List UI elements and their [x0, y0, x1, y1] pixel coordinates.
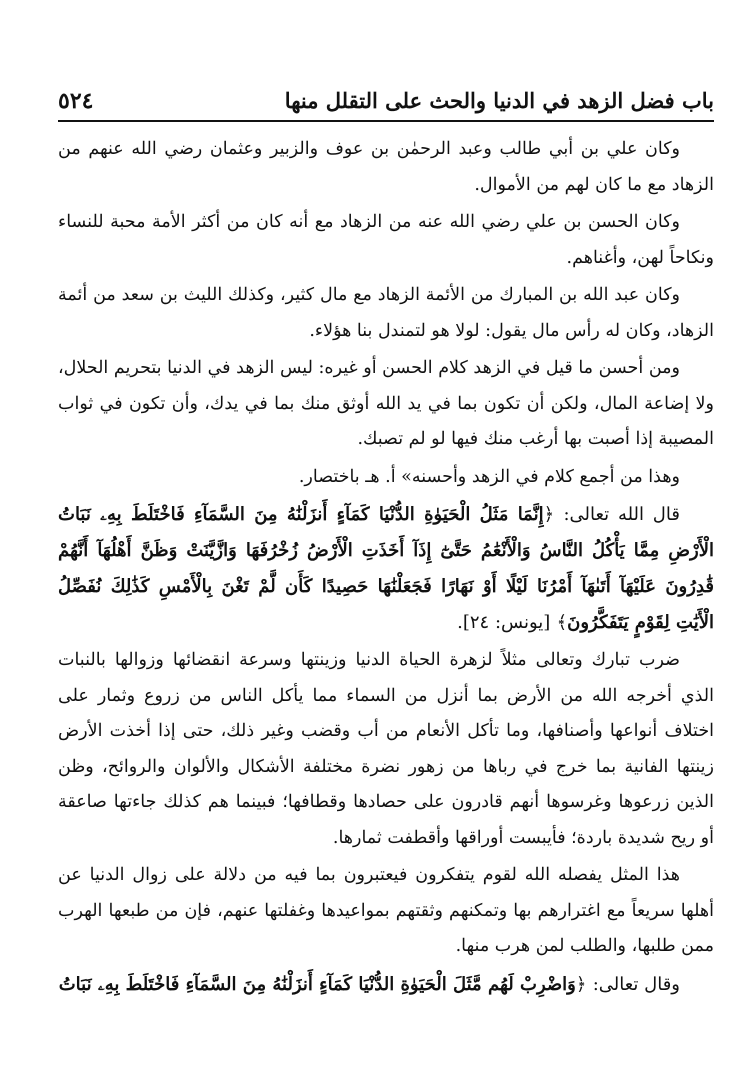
- quran-quote-kahf: [58, 967, 714, 1003]
- quote-reference: [يونس: ٢٤].: [457, 612, 551, 633]
- quote-intro: وقال تعالى:: [592, 973, 680, 995]
- quote-verse: إِنَّمَا مَثَلُ الْحَيَوٰةِ الدُّنْيَا كَمَآءٍ أَنزَلْنَٰهُ مِنَ السَّمَآءِ فَاخْتَلَطَ بِهِۦ نَبَاتُ الْأَرْضِ مِمَّا يَأْكُلُ النَّاسُ وَالْأَنْعَٰمُ حَتَّىٰٓ إِذَآ أَخَذَتِ الْأَرْضُ زُخْرُفَهَا وَازَّيَّنَتْ وَظَنَّ أَهْلُهَآ أَنَّهُمْ قَٰدِرُونَ عَلَيْهَآ أَتَىٰهَآ أَمْرُنَا لَيْلًا أَوْ نَهَارًا فَجَعَلْنَٰهَا حَصِيدًا كَأَن لَّمْ تَغْنَ بِالْأَمْسِ كَذَٰلِكَ نُفَصِّلُ الْأَيَٰتِ لِقَوْمٍ يَتَفَكَّرُونَ: [58, 504, 714, 633]
- paragraph: ضرب تبارك وتعالى مثلاً لزهرة الحياة الدنيا وزينتها وسرعة انقضائها وزوالها بالنبات الذي أخرجه الله من الأرض بما أنزل من السماء مما يأكل الناس من زروع وثمار على اختلاف أنواعها وأصنافها، وما تأكل الأنعام من أب وقضب وغير ذلك، حتى إذا أخذت الأرض زينتها الفانية بما خرج في رباها من زهور نضرة مختلفة الأشكال والألوان والروائح، وظن الذين زرعوها وغرسوها أنهم قادرون على حصادها وقطافها؛ فبينما هم كذلك جاءتها صاعقة أو ريح شديدة باردة؛ فأيبست أوراقها وأقطفت ثمارها.: [58, 650, 714, 848]
- paragraph: وكان عبد الله بن المبارك من الأئمة الزهاد مع مال كثير، وكذلك الليث بن سعد من أئمة الزهاد، وكان له رأس مال يقول: لولا هو لتمندل بنا هؤلاء.: [58, 285, 714, 341]
- book-page: [58, 84, 714, 1005]
- paragraph: وكان الحسن بن علي رضي الله عنه من الزهاد مع أنه كان من أكثر الأمة محبة للنساء ونكاحاً لهن، وأغناهم.: [58, 212, 714, 268]
- paragraph: وهذا من أجمع كلام في الزهد وأحسنه» أ. هـ باختصار.: [298, 466, 680, 487]
- paragraph: وكان علي بن أبي طالب وعبد الرحمٰن بن عوف والزبير وعثمان رضي الله عنهم من الزهاد مع ما كان لهم من الأموال.: [58, 139, 714, 195]
- page-number: ٥٢٤: [58, 88, 94, 114]
- quran-quote-yunus: [58, 497, 714, 641]
- quote-open-bracket: ﴿: [543, 504, 555, 525]
- quote-close-bracket: ﴾: [556, 612, 568, 633]
- quote-verse: وَاضْرِبْ لَهُم مَّثَلَ الْحَيَوٰةِ الدُّنْيَا كَمَآءٍ أَنزَلْنَٰهُ مِنَ السَّمَآءِ فَاخْتَلَطَ بِهِۦ نَبَاتُ: [58, 973, 576, 995]
- paragraph: ومن أحسن ما قيل في الزهد كلام الحسن أو غيره: ليس الزهد في الدنيا بتحريم الحلال، ولا إضاعة المال، ولكن أن تكون بما في يد الله أوثق منك بما في يدك، وأن تكون في ثواب المصيبة إذا أصبت بها أرغب منك فيها لو لم تصبك.: [58, 358, 714, 449]
- chapter-title: باب فضل الزهد في الدنيا والحث على التقلل منها: [284, 88, 714, 113]
- paragraph: هذا المثل يفصله الله لقوم يتفكرون فيعتبرون بما فيه من دلالة على زوال الدنيا عن أهلها سريعاً مع اغترارهم بها وتمكنهم وثقتهم بمواعيدها وغفلتها عنهم، فإن من طبعها الهرب ممن طلبها، والطلب لمن هرب منها.: [58, 865, 714, 956]
- header-divider: [58, 120, 714, 122]
- page-body: [58, 132, 714, 1003]
- quote-intro: قال الله تعالى:: [563, 504, 680, 525]
- quote-open-bracket: ﴿: [575, 973, 587, 995]
- page-header: [58, 84, 714, 118]
